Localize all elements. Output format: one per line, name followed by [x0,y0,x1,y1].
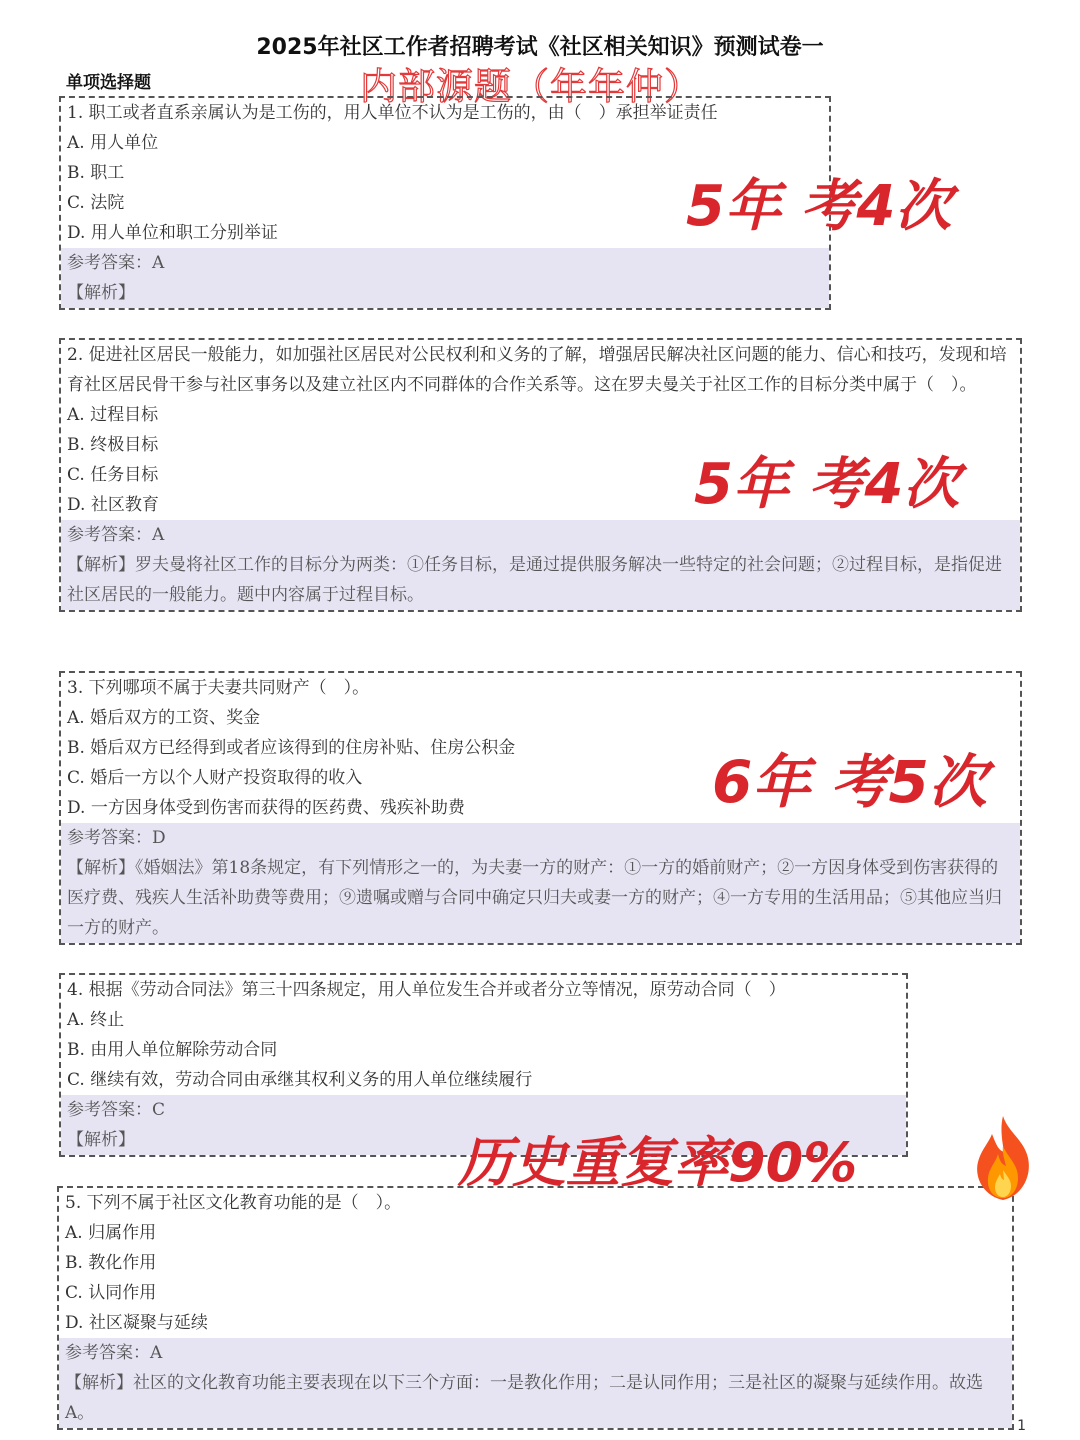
question-stem: 2. 促进社区居民一般能力，如加强社区居民对公民权利和义务的了解，增强居民解决社区问题的能力、信心和技巧，发现和培育社区居民骨干参与社区事务以及建立社区内不同群体的合作关系等。这在罗夫曼关于社区工作的目标分类中属于（ ）。 [67,345,1007,395]
option-d: D. 一方因身体受到伤害而获得的医药费、残疾补助费 [67,798,465,818]
option-b: B. 终极目标 [67,435,159,455]
handwritten-note-1: 5年 考4次 [686,174,952,239]
option-c: C. 法院 [67,193,125,213]
option-c: C. 任务目标 [67,465,159,485]
answer-block [61,248,829,308]
option-b: B. 职工 [67,163,125,183]
answer-block [61,823,1020,943]
answer-text: 参考答案：D [67,828,166,848]
option-b: B. 由用人单位解除劳动合同 [67,1040,278,1060]
analysis-text: 【解析】《婚姻法》第18条规定，有下列情形之一的，为夫妻一方的财产：①一方的婚前财产；②一方因身体受到伤害获得的医疗费、残疾人生活补助费等费用；⑨遗嘱或赠与合同中确定只归夫或妻一方的财产；④一方专用的生活用品；⑤其他应当归一方的财产。 [67,858,1002,938]
option-a: A. 用人单位 [67,133,159,153]
question-5 [57,1186,1014,1430]
analysis-text: 【解析】社区的文化教育功能主要表现在以下三个方面：一是教化作用；二是认同作用；三是社区的凝聚与延续作用。故选A。 [65,1373,983,1423]
analysis-text: 【解析】罗夫曼将社区工作的目标分为两类：①任务目标，是通过提供服务解决一些特定的社会问题；②过程目标，是指促进社区居民的一般能力。题中内容属于过程目标。 [67,555,1002,605]
handwritten-note-2: 5年 考4次 [694,452,960,517]
answer-text: 参考答案：A [67,525,165,545]
option-a: A. 归属作用 [65,1223,157,1243]
option-d: D. 社区教育 [67,495,159,515]
option-c: C. 认同作用 [65,1283,157,1303]
question-stem: 4. 根据《劳动合同法》第三十四条规定，用人单位发生合并或者分立等情况，原劳动合同（ ） [67,980,786,1000]
option-a: A. 终止 [67,1010,125,1030]
answer-text: 参考答案：C [67,1100,166,1120]
source-stamp: 内部源题（年年仲） [360,65,702,108]
section-label: 单项选择题 [66,73,151,93]
option-c: C. 继续有效，劳动合同由承继其权利义务的用人单位继续履行 [67,1070,533,1090]
answer-block [61,520,1020,610]
option-d: D. 用人单位和职工分别举证 [67,223,278,243]
analysis-text: 【解析】 [67,1130,135,1150]
question-stem: 5. 下列不属于社区文化教育功能的是（ ）。 [65,1193,402,1213]
question-stem: 3. 下列哪项不属于夫妻共同财产（ ）。 [67,678,370,698]
handwritten-note-4: 历史重复率90% [458,1131,858,1194]
page-title: 2025年社区工作者招聘考试《社区相关知识》预测试卷一 [256,35,824,60]
option-c: C. 婚后一方以个人财产投资取得的收入 [67,768,363,788]
option-a: A. 过程目标 [67,405,159,425]
option-d: D. 社区凝聚与延续 [65,1313,208,1333]
answer-text: 参考答案：A [67,253,165,273]
answer-block [59,1338,1012,1428]
option-b: B. 婚后双方已经得到或者应该得到的住房补贴、住房公积金 [67,738,516,758]
page-number: 1 [1017,1418,1026,1434]
answer-text: 参考答案：A [65,1343,163,1363]
fire-icon [962,1112,1044,1204]
option-a: A. 婚后双方的工资、奖金 [67,708,261,728]
handwritten-note-3: 6年 考5次 [712,748,987,816]
analysis-text: 【解析】 [67,283,135,303]
option-b: B. 教化作用 [65,1253,157,1273]
question-stem: 1. 职工或者直系亲属认为是工伤的，用人单位不认为是工伤的，由（ ）承担举证责任 [67,103,718,123]
